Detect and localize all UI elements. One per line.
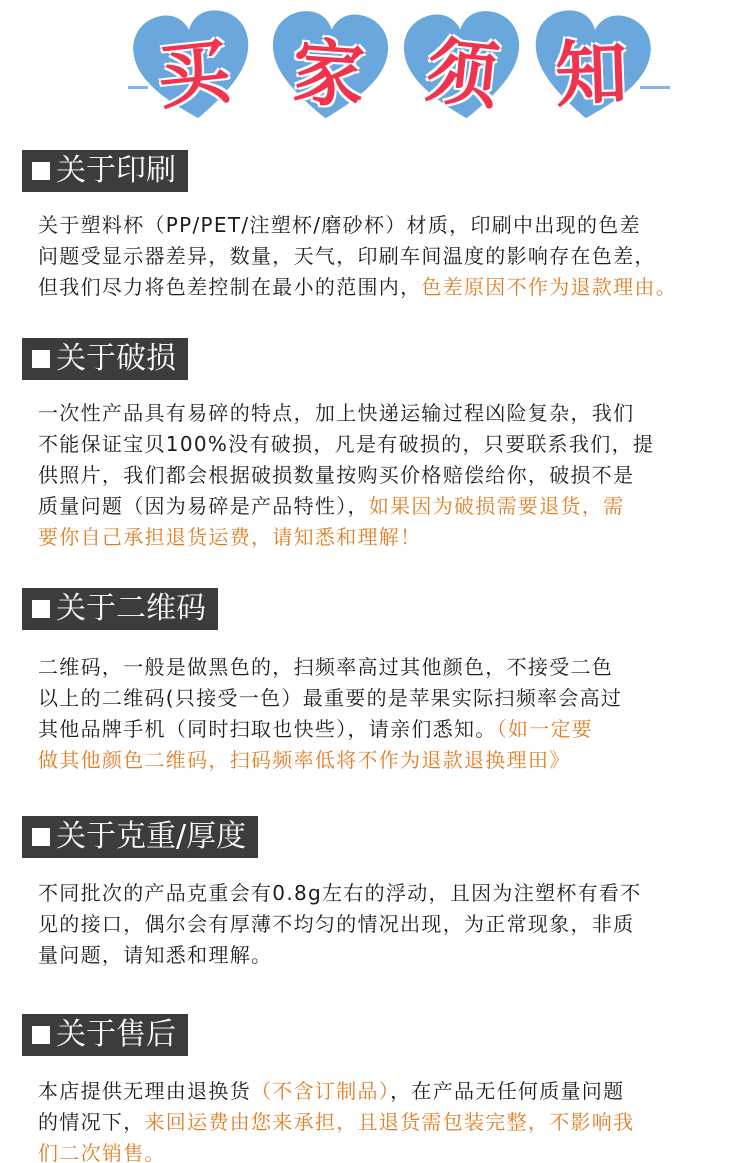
text-segment: 问题受显示器差异，数量，天气，印刷车间温度的影响存在色差， xyxy=(38,244,656,268)
text-line xyxy=(38,878,728,909)
section-title: 关于破损 xyxy=(56,341,176,376)
text-segment: 质量问题（因为易碎是产品特性）， xyxy=(38,494,369,518)
section-body-damage xyxy=(38,398,728,553)
text-line xyxy=(38,429,728,460)
text-segment: 一次性产品具有易碎的特点，加上快递运输过程凶险复杂，我们 xyxy=(38,401,635,425)
text-line xyxy=(38,272,728,303)
text-line xyxy=(38,683,728,714)
text-segment: 不同批次的产品克重会有0.8g左右的浮动，且因为注塑杯有看不 xyxy=(38,881,642,905)
section-title: 关于售后 xyxy=(56,1017,176,1052)
text-line xyxy=(38,1138,728,1163)
highlight-text: 要你自己承担退货运费，请知悉和理解！ xyxy=(38,525,422,549)
text-segment: 本店提供无理由退换货 xyxy=(38,1079,251,1103)
text-segment: 供照片，我们都会根据破损数量按购买价格赔偿给你，破损不是 xyxy=(38,463,635,487)
text-line xyxy=(38,940,728,971)
square-bullet-icon xyxy=(32,162,50,180)
banner-char: 买 xyxy=(153,28,234,120)
heart-icon xyxy=(264,4,394,132)
text-segment: 二维码，一般是做黑色的，扫频率高过其他颜色，不接受二色 xyxy=(38,655,614,679)
text-line xyxy=(38,522,728,553)
text-line xyxy=(38,460,728,491)
text-line xyxy=(38,745,728,776)
section-title: 关于克重/厚度 xyxy=(56,819,247,854)
highlight-text: 色差原因不作为退款理由。 xyxy=(421,275,678,299)
highlight-text: （如一定要 xyxy=(496,717,594,741)
text-line xyxy=(38,398,728,429)
text-segment: 的情况下， xyxy=(38,1110,145,1134)
text-line xyxy=(38,909,728,940)
text-line xyxy=(38,1107,728,1138)
banner-char: 家 xyxy=(289,29,368,119)
square-bullet-icon xyxy=(32,350,50,368)
highlight-text: 们二次销售。 xyxy=(38,1141,166,1163)
section-body-aftersales xyxy=(38,1076,728,1163)
text-segment: 其他品牌手机（同时扫取也快些），请亲们悉知。 xyxy=(38,717,497,741)
text-segment: 量问题，请知悉和理解。 xyxy=(38,943,273,967)
text-segment: 不能保证宝贝100%没有破损，凡是有破损的，只要联系我们，提 xyxy=(38,432,655,456)
section-title: 关于印刷 xyxy=(56,153,176,188)
highlight-text: 如果因为破损需要退货，需 xyxy=(368,494,625,518)
section-header-printing xyxy=(22,150,188,192)
text-line xyxy=(38,241,728,272)
text-segment: 以上的二维码(只接受一色）最重要的是苹果实际扫频率会高过 xyxy=(38,686,623,710)
highlight-text: 来回运费由您来承担，且退货需包装完整，不影响我 xyxy=(144,1110,635,1134)
section-header-weight xyxy=(22,816,258,858)
text-line xyxy=(38,1076,728,1107)
text-line xyxy=(38,714,728,745)
banner xyxy=(0,0,750,140)
section-header-aftersales xyxy=(22,1014,188,1056)
section-body-printing xyxy=(38,210,728,303)
square-bullet-icon xyxy=(32,828,50,846)
text-line xyxy=(38,652,728,683)
square-bullet-icon xyxy=(32,600,50,618)
heart-icon xyxy=(398,4,528,132)
text-line xyxy=(38,210,728,241)
square-bullet-icon xyxy=(32,1026,50,1044)
section-title: 关于二维码 xyxy=(56,591,206,626)
text-line xyxy=(38,491,728,522)
text-segment: 关于塑料杯（PP/PET/注塑杯/磨砂杯）材质，印刷中出现的色差 xyxy=(38,213,641,237)
heart-icon xyxy=(524,2,658,134)
section-header-qrcode xyxy=(22,588,218,630)
text-segment: 但我们尽力将色差控制在最小的范围内， xyxy=(38,275,422,299)
heart-icon xyxy=(126,2,260,134)
highlight-text: 做其他颜色二维码，扫码频率低将不作为退款退换理田》 xyxy=(38,748,571,772)
banner-char: 知 xyxy=(553,30,629,118)
text-segment: ，在产品无任何质量问题 xyxy=(390,1079,625,1103)
section-header-damage xyxy=(22,338,188,380)
highlight-text: （不含订制品） xyxy=(251,1079,391,1103)
section-body-weight xyxy=(38,878,728,971)
banner-char: 须 xyxy=(422,28,503,120)
text-segment: 见的接口，偶尔会有厚薄不均匀的情况出现，为正常现象，非质 xyxy=(38,912,635,936)
section-body-qrcode xyxy=(38,652,728,776)
